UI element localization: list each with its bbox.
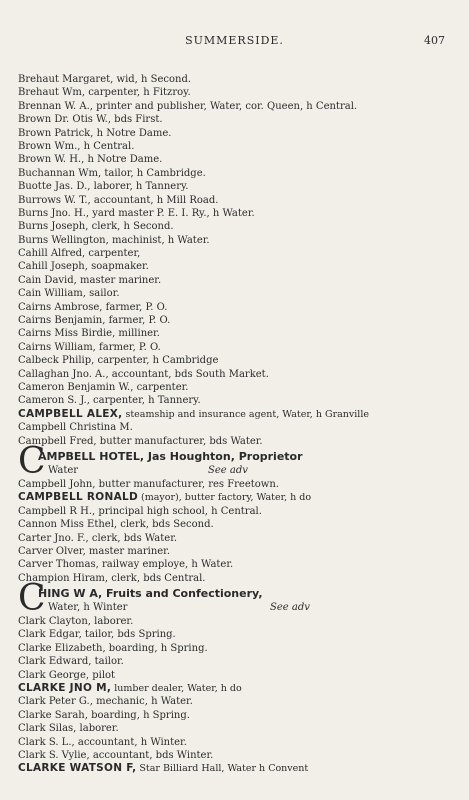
directory-entry: Brown Dr. Otis W., bds First. <box>18 114 163 126</box>
directory-entry: Clark Silas, laborer. <box>18 723 119 735</box>
bold-entry-campbell-ronald: CAMPBELL RONALD (mayor), butter factory, Water, h do <box>18 491 312 504</box>
directory-entry: Champion Hiram, clerk, bds Central. <box>18 572 206 584</box>
bold-entry-campbell-alex: CAMPBELL ALEX, steamship and insurance agent, Water, h Granville <box>18 407 370 420</box>
directory-entry: Burns Jno. H., yard master P. E. I. Ry., h Water. <box>18 207 255 219</box>
ad-initial: C <box>18 578 46 620</box>
directory-entry: Cannon Miss Ethel, clerk, bds Second. <box>18 519 214 531</box>
page-header <box>0 34 469 50</box>
directory-entry: Burns Wellington, machinist, h Water. <box>18 234 210 246</box>
ad-see-adv: See adv <box>208 464 248 476</box>
page-number: 407 <box>424 34 445 47</box>
directory-entry: Calbeck Philip, carpenter, h Cambridge <box>18 355 219 367</box>
directory-entry: Buchannan Wm, tailor, h Cambridge. <box>18 167 206 179</box>
directory-entries <box>18 73 463 776</box>
directory-entry: Brown Wm., h Central. <box>18 140 135 152</box>
directory-entry: Burrows W. T., accountant, h Mill Road. <box>18 194 219 206</box>
entry-group <box>18 505 463 585</box>
ad-initial: C <box>18 440 46 482</box>
directory-entry: Cahill Alfred, carpenter, <box>18 248 141 260</box>
directory-entry: Carver Thomas, railway employe, h Water. <box>18 559 234 571</box>
directory-entry: Cahill Joseph, soapmaker. <box>18 261 149 273</box>
directory-entry: Cameron Benjamin W., carpenter. <box>18 381 189 393</box>
ad-headline: AMPBELL HOTEL, Jas Houghton, Proprietor <box>38 449 303 463</box>
entry-group <box>18 695 463 762</box>
entry-group <box>18 478 463 491</box>
bold-entry-clarke-jno: CLARKE JNO M, lumber dealer, Water, h do <box>18 682 242 695</box>
ad-address: Water <box>48 464 79 476</box>
page-title: SUMMERSIDE. <box>185 34 284 47</box>
directory-entry: Cairns Benjamin, farmer, P. O. <box>18 315 171 327</box>
directory-entry: Clark Peter G., mechanic, h Water. <box>18 696 193 708</box>
directory-entry: Brehaut Wm, carpenter, h Fitzroy. <box>18 87 191 99</box>
directory-entry: Brennan W. A., printer and publisher, Water, cor. Queen, h Central. <box>18 100 358 112</box>
directory-entry: Cain William, sailor. <box>18 288 120 300</box>
directory-entry: Buotte Jas. D., laborer, h Tannery. <box>18 181 189 193</box>
entry-group <box>18 73 463 408</box>
directory-entry: Brown Patrick, h Notre Dame. <box>18 127 172 139</box>
directory-entry: Brehaut Margaret, wid, h Second. <box>18 74 192 85</box>
directory-entry: Cairns Ambrose, farmer, P. O. <box>18 301 168 313</box>
ad-see-adv: See adv <box>270 602 310 614</box>
directory-entry: Campbell R H., principal high school, h Central. <box>18 505 262 517</box>
directory-entry: Clark Edward, tailor. <box>18 656 124 668</box>
directory-entry: Clarke Elizabeth, boarding, h Spring. <box>18 642 208 654</box>
directory-entry: Carver Olver, master mariner. <box>18 545 171 557</box>
directory-entry: Clark George, pilot <box>18 669 116 681</box>
directory-entry: Campbell Fred, butter manufacturer, bds Water. <box>18 435 263 447</box>
entry-group <box>18 615 463 682</box>
directory-entry: Cameron S. J., carpenter, h Tannery. <box>18 395 201 407</box>
ad-headline: HING W A, Fruits and Confectionery, <box>38 587 263 601</box>
directory-entry: Clarke Sarah, boarding, h Spring. <box>18 709 190 721</box>
directory-entry: Campbell Christina M. <box>18 422 133 434</box>
directory-entry: Cairns Miss Birdie, milliner. <box>18 328 160 340</box>
directory-entry: Clark S. L., accountant, h Winter. <box>18 736 187 748</box>
directory-entry: Brown W. H., h Notre Dame. <box>18 154 163 166</box>
directory-entry: Clark Edgar, tailor, bds Spring. <box>18 629 176 641</box>
directory-entry: Burns Joseph, clerk, h Second. <box>18 221 174 233</box>
directory-entry: Carter Jno. F., clerk, bds Water. <box>18 532 178 544</box>
bold-entry-clarke-watson: CLARKE WATSON F, Star Billiard Hall, Water h Convent <box>18 762 309 775</box>
directory-entry: Campbell John, butter manufacturer, res Freetown. <box>18 478 279 490</box>
directory-entry: Cain David, master mariner. <box>18 274 162 286</box>
directory-entry: Clark Clayton, laborer. <box>18 616 134 628</box>
directory-entry: Clark S. Vylie, accountant, bds Winter. <box>18 749 214 761</box>
directory-entry: Callaghan Jno. A., accountant, bds South Market. <box>18 368 269 380</box>
ad-address: Water, h Winter <box>48 602 128 614</box>
directory-entry: Cairns William, farmer, P. O. <box>18 341 161 353</box>
entry-group <box>18 421 463 448</box>
